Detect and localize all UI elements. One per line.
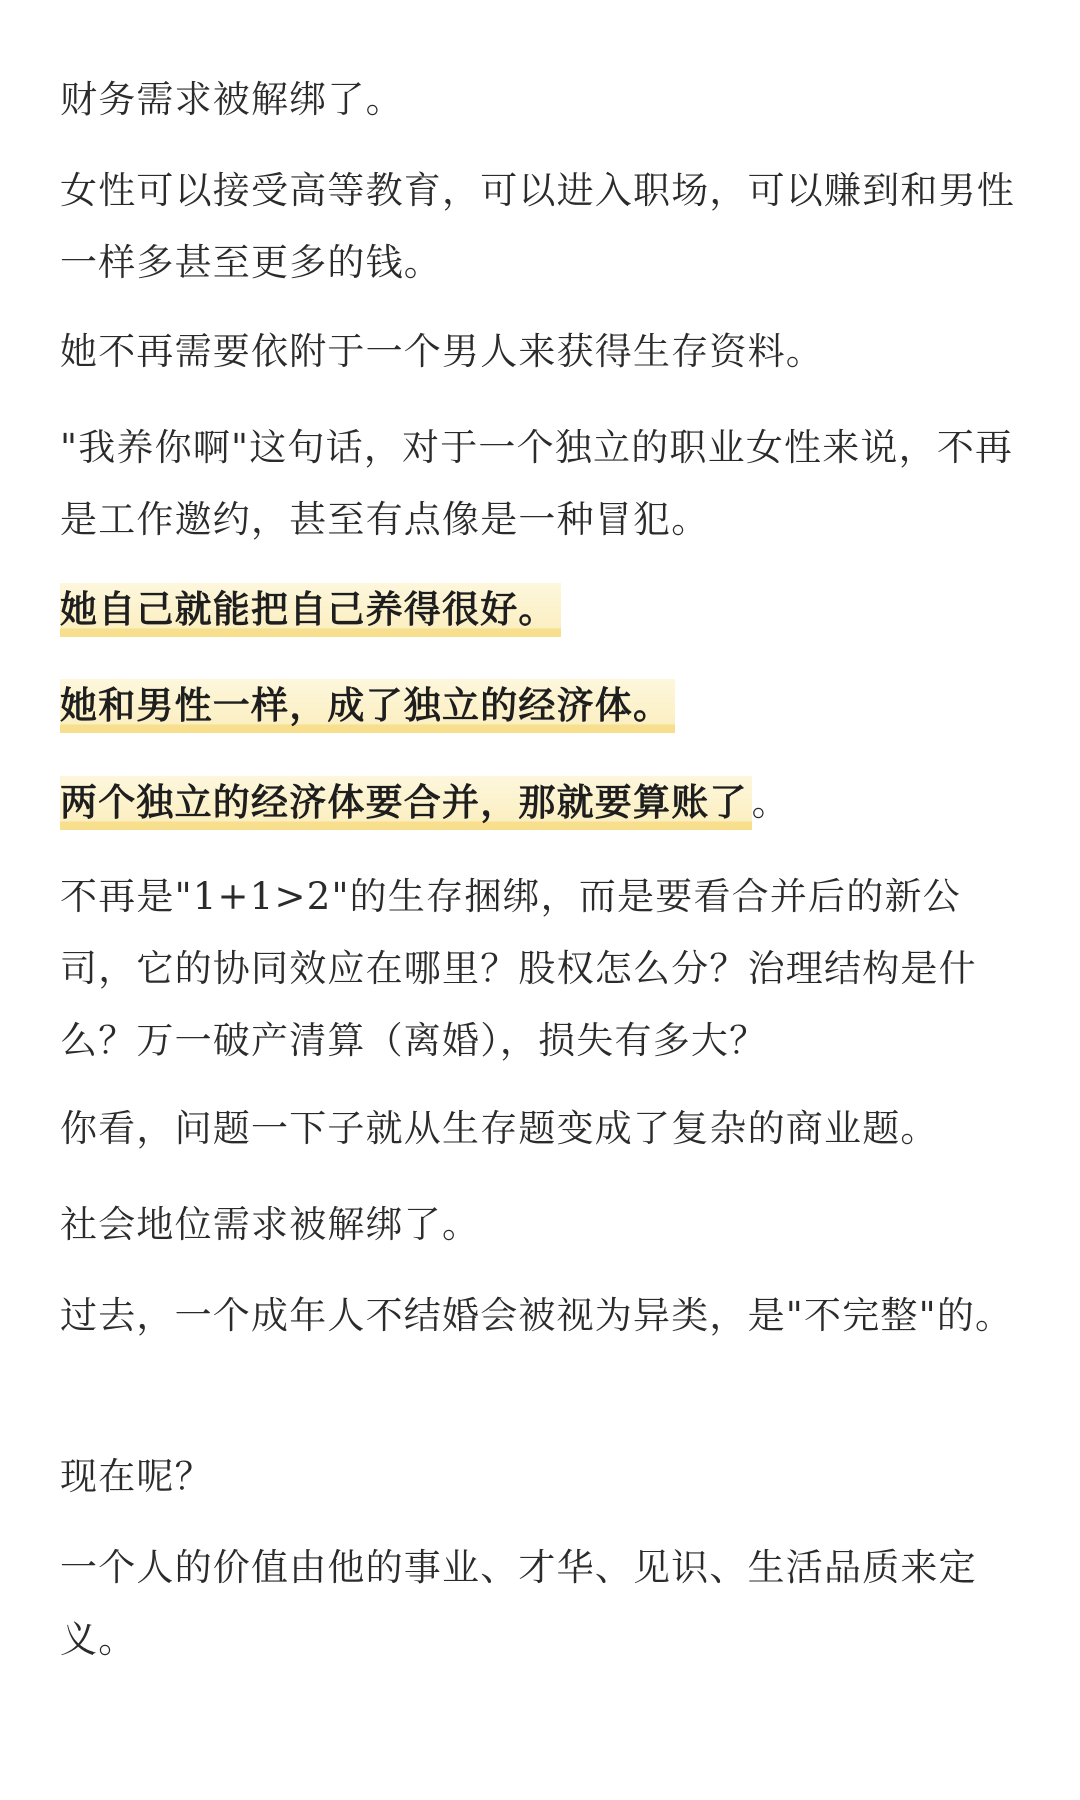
paragraph-financial-unbound: 财务需求被解绑了。	[60, 78, 404, 121]
highlight-paragraph-1	[60, 573, 1020, 646]
paragraph-women-education: 女性可以接受高等教育，可以进入职场，可以赚到和男性一样多甚至更多的钱。	[60, 169, 1015, 284]
paragraph-i-support-you: "我养你啊"这句话，对于一个独立的职业女性来说，不再是工作邀约，甚至有点像是一种冒犯。	[60, 426, 1014, 541]
highlighted-text: 她和男性一样，成了独立的经济体。	[60, 679, 675, 733]
highlighted-text: 两个独立的经济体要合并，那就要算账了	[60, 776, 752, 830]
paragraph-personal-value: 一个人的价值由他的事业、才华、见识、生活品质来定义。	[60, 1546, 977, 1661]
highlight-paragraph-3	[60, 766, 1020, 839]
paragraph-status-unbound: 社会地位需求被解绑了。	[60, 1203, 481, 1246]
trailing-punctuation: 。	[751, 781, 790, 824]
paragraph-merger-analogy: 不再是"1+1>2"的生存捆绑，而是要看合并后的新公司，它的协同效应在哪里？股权怎么分？治理结构是什么？万一破产清算（离婚），损失有多大？	[60, 875, 977, 1062]
paragraph-business-question: 你看，问题一下子就从生存题变成了复杂的商业题。	[60, 1107, 939, 1150]
highlight-paragraph-2	[60, 669, 1020, 742]
paragraph-past-view: 过去，一个成年人不结婚会被视为异类，是"不完整"的。	[60, 1294, 1014, 1337]
paragraph-no-dependence: 她不再需要依附于一个男人来获得生存资料。	[60, 330, 824, 373]
highlighted-text: 她自己就能把自己养得很好。	[60, 583, 561, 637]
paragraph-now-question: 现在呢？	[60, 1455, 213, 1498]
